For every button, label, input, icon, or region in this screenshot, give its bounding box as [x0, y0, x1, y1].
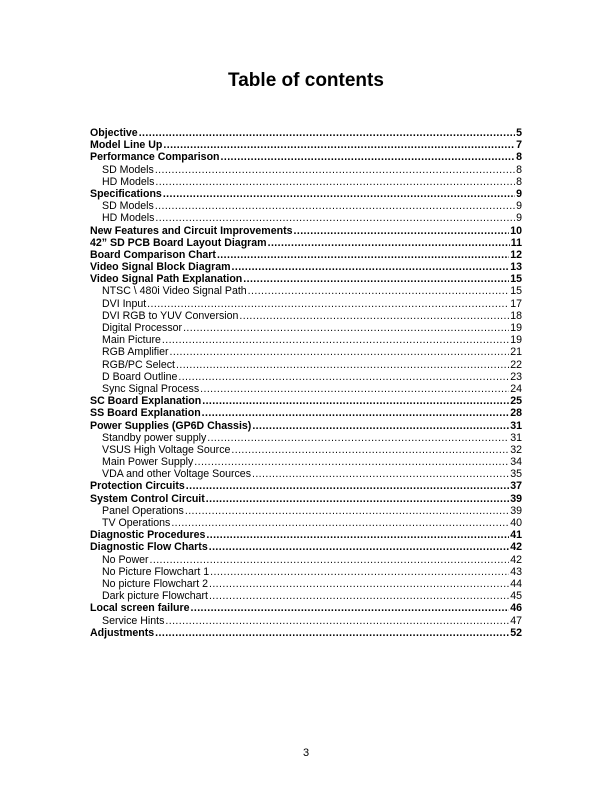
toc-subsection-entry[interactable] — [90, 176, 522, 188]
toc-entry-page-number: 32 — [510, 443, 522, 456]
toc-section-entry[interactable] — [90, 395, 522, 407]
toc-entry-label: SC Board Explanation — [90, 395, 202, 408]
dot-leader — [207, 432, 509, 444]
toc-subsection-entry[interactable] — [90, 566, 522, 578]
toc-entry-page-number: 42 — [510, 541, 522, 554]
toc-entry-label: 42” SD PCB Board Layout Diagram — [90, 236, 267, 249]
toc-entry-page-number: 11 — [510, 236, 522, 249]
toc-section-entry[interactable] — [90, 151, 522, 163]
toc-entry-page-number: 31 — [510, 431, 522, 444]
toc-entry-label: Dark picture Flowchart — [102, 590, 208, 603]
toc-entry-page-number: 39 — [510, 504, 522, 517]
toc-entry-label: NTSC \ 480i Video Signal Path — [102, 285, 247, 298]
toc-entry-page-number: 43 — [510, 565, 522, 578]
toc-subsection-entry[interactable] — [90, 346, 522, 358]
dot-leader — [150, 554, 510, 566]
toc-entry-label: Main Picture — [102, 334, 161, 347]
toc-entry-page-number: 12 — [510, 248, 522, 261]
toc-entry-label: No picture Flowchart 2 — [102, 577, 208, 590]
toc-entry-label: HD Models — [102, 175, 155, 188]
toc-entry-label: TV Operations — [102, 517, 171, 529]
toc-section-entry[interactable] — [90, 627, 522, 639]
toc-section-entry[interactable] — [90, 273, 522, 285]
page-number: 3 — [302, 747, 310, 759]
toc-entry-label: Diagnostic Flow Charts — [90, 541, 208, 554]
toc-subsection-entry[interactable] — [90, 322, 522, 334]
toc-entry-label: Sync Signal Process — [102, 382, 200, 395]
toc-entry-page-number: 18 — [510, 309, 522, 322]
toc-subsection-entry[interactable] — [90, 456, 522, 468]
toc-entry-page-number: 45 — [510, 590, 522, 603]
dot-leader — [252, 420, 509, 432]
toc-entry-label: Model Line Up — [90, 139, 163, 152]
toc-entry-page-number: 40 — [510, 517, 522, 529]
toc-section-entry[interactable] — [90, 480, 522, 492]
toc-entry-label: Power Supplies (GP6D Chassis) — [90, 419, 252, 432]
toc-subsection-entry[interactable] — [90, 200, 522, 212]
toc-entry-label: No Power — [102, 553, 149, 566]
toc-entry-page-number: 9 — [516, 212, 522, 225]
toc-entry-label: Panel Operations — [102, 504, 184, 517]
toc-entry-page-number: 47 — [510, 614, 522, 627]
dot-leader — [147, 298, 509, 310]
toc-section-entry[interactable] — [90, 541, 522, 553]
dot-leader — [239, 310, 509, 322]
dot-leader — [185, 505, 509, 517]
toc-entry-label: Performance Comparison — [90, 151, 220, 164]
toc-entry-label: Local screen failure — [90, 602, 190, 615]
toc-entry-page-number: 28 — [510, 407, 522, 420]
toc-subsection-entry[interactable] — [90, 164, 522, 176]
dot-leader — [163, 139, 515, 151]
dot-leader — [210, 566, 509, 578]
toc-entry-page-number: 9 — [516, 200, 522, 213]
toc-entry-page-number: 5 — [516, 127, 522, 139]
toc-entry-page-number: 31 — [510, 419, 522, 432]
toc-subsection-entry[interactable] — [90, 517, 522, 529]
dot-leader — [165, 615, 509, 627]
dot-leader — [170, 346, 510, 358]
toc-subsection-entry[interactable] — [90, 371, 522, 383]
dot-leader — [155, 164, 515, 176]
toc-entry-page-number: 35 — [510, 468, 522, 481]
toc-entry-page-number: 9 — [516, 187, 522, 200]
toc-section-entry[interactable] — [90, 493, 522, 505]
toc-entry-label: Standby power supply — [102, 431, 207, 444]
toc-entry-page-number: 10 — [510, 224, 522, 237]
toc-entry-label: Objective — [90, 127, 138, 139]
dot-leader — [178, 371, 509, 383]
dot-leader — [171, 517, 509, 529]
toc-entry-label: Specifications — [90, 187, 162, 200]
dot-leader — [139, 127, 515, 139]
toc-entry-label: New Features and Circuit Improvements — [90, 224, 293, 237]
toc-section-entry[interactable] — [90, 407, 522, 419]
dot-leader — [209, 590, 509, 602]
dot-leader — [202, 395, 509, 407]
dot-leader — [248, 285, 510, 297]
toc-entry-label: Board Comparison Chart — [90, 248, 216, 261]
toc-subsection-entry[interactable] — [90, 615, 522, 627]
toc-section-entry[interactable] — [90, 602, 522, 614]
toc-entry-label: SD Models — [102, 163, 154, 176]
toc-section-entry[interactable] — [90, 237, 522, 249]
table-of-contents — [90, 127, 522, 639]
dot-leader — [221, 151, 516, 163]
toc-entry-page-number: 23 — [510, 370, 522, 383]
toc-section-entry[interactable] — [90, 225, 522, 237]
dot-leader — [163, 188, 515, 200]
dot-leader — [232, 261, 510, 273]
toc-entry-label: Diagnostic Procedures — [90, 529, 206, 542]
toc-entry-label: Video Signal Block Diagram — [90, 261, 231, 274]
toc-entry-page-number: 46 — [510, 602, 522, 615]
toc-section-entry[interactable] — [90, 188, 522, 200]
toc-entry-label: VDA and other Voltage Sources — [102, 468, 251, 481]
toc-entry-page-number: 41 — [510, 529, 522, 542]
toc-subsection-entry[interactable] — [90, 444, 522, 456]
toc-entry-label: DVI Input — [102, 297, 147, 310]
toc-section-entry[interactable] — [90, 249, 522, 261]
toc-subsection-entry[interactable] — [90, 310, 522, 322]
toc-entry-page-number: 19 — [510, 322, 522, 334]
page-title: Table of contents — [228, 70, 384, 91]
toc-entry-label: RGB Amplifier — [102, 346, 169, 359]
dot-leader — [155, 627, 509, 639]
dot-leader — [252, 468, 509, 480]
dot-leader — [176, 359, 509, 371]
toc-entry-page-number: 22 — [510, 358, 522, 371]
toc-entry-label: SD Models — [102, 200, 154, 213]
toc-entry-page-number: 15 — [510, 273, 522, 286]
toc-entry-page-number: 42 — [510, 553, 522, 566]
toc-subsection-entry[interactable] — [90, 554, 522, 566]
toc-subsection-entry[interactable] — [90, 359, 522, 371]
toc-subsection-entry[interactable] — [90, 468, 522, 480]
dot-leader — [155, 176, 515, 188]
toc-entry-page-number: 8 — [516, 163, 522, 176]
dot-leader — [209, 578, 509, 590]
dot-leader — [206, 529, 509, 541]
dot-leader — [206, 493, 509, 505]
dot-leader — [202, 407, 510, 419]
toc-entry-label: Protection Circuits — [90, 480, 185, 493]
toc-entry-page-number: 8 — [516, 175, 522, 188]
dot-leader — [217, 249, 509, 261]
toc-section-entry[interactable] — [90, 529, 522, 541]
toc-entry-label: D Board Outline — [102, 370, 178, 383]
toc-subsection-entry[interactable] — [90, 590, 522, 602]
toc-entry-label: VSUS High Voltage Source — [102, 443, 231, 456]
dot-leader — [155, 200, 515, 212]
toc-entry-page-number: 15 — [510, 285, 522, 298]
toc-entry-page-number: 8 — [516, 151, 522, 164]
dot-leader — [200, 383, 509, 395]
toc-entry-page-number: 39 — [510, 492, 522, 505]
toc-entry-page-number: 44 — [510, 577, 522, 590]
toc-entry-page-number: 34 — [510, 456, 522, 469]
toc-entry-page-number: 13 — [510, 261, 522, 274]
toc-entry-page-number: 19 — [510, 334, 522, 347]
dot-leader — [155, 212, 515, 224]
dot-leader — [186, 480, 509, 492]
toc-entry-page-number: 52 — [510, 626, 522, 639]
toc-entry-page-number: 21 — [510, 346, 522, 359]
dot-leader — [268, 237, 510, 249]
toc-entry-label: Digital Processor — [102, 322, 183, 334]
toc-entry-label: DVI RGB to YUV Conversion — [102, 309, 239, 322]
dot-leader — [294, 225, 510, 237]
dot-leader — [243, 273, 509, 285]
toc-entry-label: Main Power Supply — [102, 456, 194, 469]
toc-section-entry[interactable] — [90, 420, 522, 432]
dot-leader — [191, 602, 510, 614]
toc-subsection-entry[interactable] — [90, 285, 522, 297]
toc-entry-label: SS Board Explanation — [90, 407, 201, 420]
toc-subsection-entry[interactable] — [90, 334, 522, 346]
toc-entry-label: Video Signal Path Explanation — [90, 273, 243, 286]
toc-entry-page-number: 37 — [510, 480, 522, 493]
toc-subsection-entry[interactable] — [90, 298, 522, 310]
toc-entry-page-number: 24 — [510, 382, 522, 395]
toc-entry-page-number: 17 — [510, 297, 522, 310]
toc-subsection-entry[interactable] — [90, 432, 522, 444]
dot-leader — [209, 541, 509, 553]
dot-leader — [183, 322, 509, 334]
toc-entry-page-number: 25 — [510, 395, 522, 408]
toc-section-entry[interactable] — [90, 139, 522, 151]
toc-entry-label: HD Models — [102, 212, 155, 225]
toc-entry-label: RGB/PC Select — [102, 358, 176, 371]
toc-subsection-entry[interactable] — [90, 578, 522, 590]
dot-leader — [231, 444, 509, 456]
toc-subsection-entry[interactable] — [90, 212, 522, 224]
toc-entry-page-number: 7 — [516, 139, 522, 152]
toc-subsection-entry[interactable] — [90, 505, 522, 517]
toc-section-entry[interactable] — [90, 261, 522, 273]
toc-subsection-entry[interactable] — [90, 383, 522, 395]
toc-entry-label: System Control Circuit — [90, 492, 205, 505]
dot-leader — [194, 456, 509, 468]
dot-leader — [162, 334, 509, 346]
toc-entry-label: Service Hints — [102, 614, 165, 627]
toc-entry-label: No Picture Flowchart 1 — [102, 565, 210, 578]
toc-entry-label: Adjustments — [90, 626, 155, 639]
toc-section-entry[interactable] — [90, 127, 522, 139]
